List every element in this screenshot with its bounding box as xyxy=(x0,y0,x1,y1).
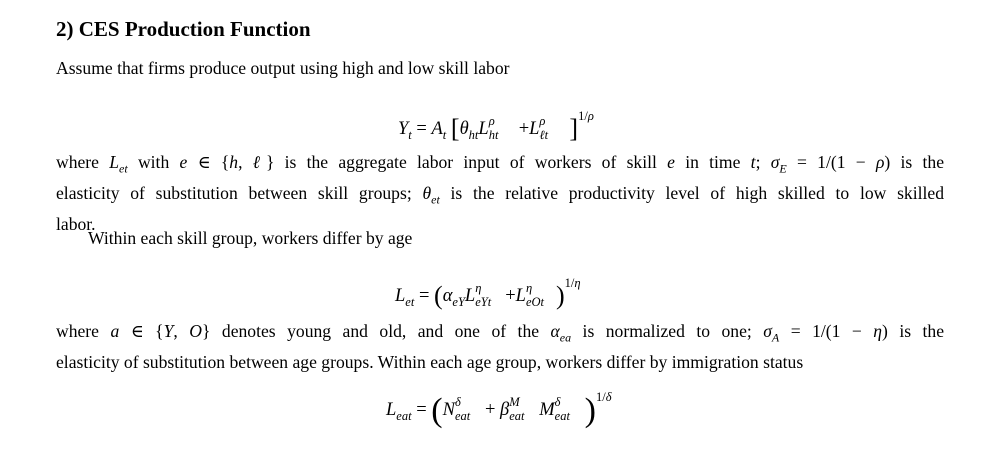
intro-text: Assume that firms produce output using high and low skill labor xyxy=(56,58,510,78)
equation-production xyxy=(398,109,594,143)
paragraph-intro xyxy=(56,56,944,81)
age-intro-text: Within each skill group, workers differ by age xyxy=(88,228,413,248)
paragraph-skill xyxy=(56,150,944,237)
skill-line-1: where $L_{et}$ with e ∈ {h, ℓ} is the aggregate labor input of workers of skill e in time t; $\sigma_E = 1/(1 - \rho)$ is the xyxy=(56,152,945,176)
age-line-1: where a ∈ {Y, O} denotes young and old, and one of the $\alpha_{ea}$ is normalized to one; $\sigma_A = 1/(1 - \eta)$ is the xyxy=(56,321,945,345)
paragraph-age xyxy=(56,319,944,375)
paragraph-age-intro xyxy=(88,226,944,251)
skill-line-2: elasticity of substitution between skill groups; $\theta_{et}$ is the relative productivity level of high skilled to low skilled xyxy=(56,183,944,207)
equation-age-aggregate: $L_{eat} = (N$ δ eat + β M eat M δ eat )$^{1/\delta}$ xyxy=(386,390,612,429)
equation-production-render: $Y_t = A_t$ [$\theta_{ht}L$ ρ ht +L ρ ℓt ]$^{1/\rho}$ xyxy=(398,109,594,143)
section-heading: 2) CES Production Function xyxy=(56,17,311,41)
equation-skill-aggregate: $L_{et} = (\alpha_{eY}L$ η eYt +L η eOt )$^{1/\eta}$ xyxy=(395,276,581,310)
age-line-2: elasticity of substitution between age groups. Within each age group, workers differ by immigration status xyxy=(56,352,804,373)
skill-line-3: labor. xyxy=(56,214,96,235)
